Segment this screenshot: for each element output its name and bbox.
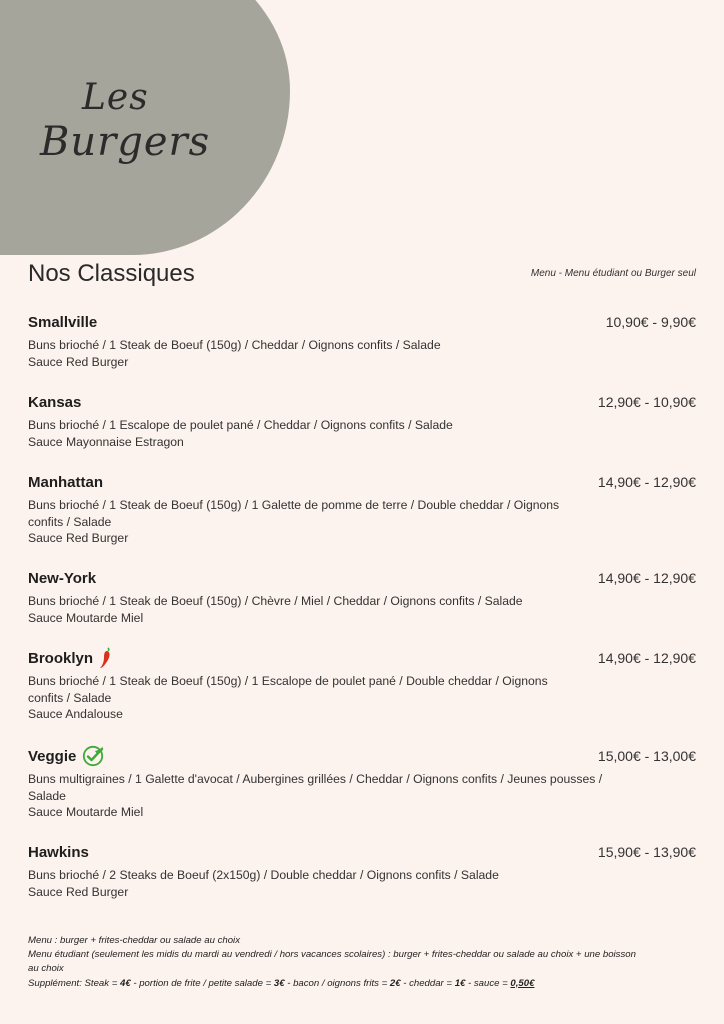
menu-item-hawkins: [28, 842, 696, 900]
veggie-leaf-check-icon: [82, 745, 104, 767]
menu-footer-notes: [28, 934, 648, 991]
item-description: Buns brioché / 1 Steak de Boeuf (150g) / Cheddar / Oignons confits / Salade Sauce Red Burger: [28, 338, 441, 369]
chili-pepper-icon: [99, 647, 113, 669]
title-line-1: Les: [82, 77, 149, 118]
item-name: Veggie: [28, 745, 104, 767]
item-name: Smallville: [28, 313, 98, 331]
item-description: Buns brioché / 1 Steak de Boeuf (150g) / 1 Galette de pomme de terre / Double cheddar / Oignons confits / Salade Sauce Red Burger: [28, 498, 560, 545]
item-description: Buns multigraines / 1 Galette d'avocat / Aubergines grillées / Cheddar / Oignons confits / Jeunes pousses / Salade Sauce Moutarde Miel: [28, 772, 603, 819]
menu-item-kansas: [28, 392, 696, 450]
item-price: 15,90€ - 13,90€: [597, 844, 696, 860]
item-name: New-York: [28, 569, 97, 587]
item-price: 12,90€ - 10,90€: [597, 394, 696, 410]
menu-item-brooklyn: [28, 648, 696, 723]
item-name: Kansas: [28, 393, 82, 411]
menu-item-manhattan: [28, 472, 696, 547]
item-description: Buns brioché / 1 Steak de Boeuf (150g) / Chèvre / Miel / Cheddar / Oignons confits / Salade Sauce Moutarde Miel: [28, 594, 523, 625]
item-description: Buns brioché / 1 Steak de Boeuf (150g) / 1 Escalope de poulet pané / Double cheddar / Oignons confits / Salade Sauce Andalouse: [28, 674, 548, 721]
menu-item-smallville: [28, 312, 696, 370]
section-subtitle: Menu - Menu étudiant ou Burger seul: [530, 268, 696, 279]
footer-menu-note: Menu : burger + frites-cheddar ou salade au choix: [28, 935, 240, 946]
menu-item-new-york: [28, 568, 696, 626]
item-price: 14,90€ - 12,90€: [597, 650, 696, 666]
item-description: Buns brioché / 1 Escalope de poulet pané / Cheddar / Oignons confits / Salade Sauce Mayonnaise Estragon: [28, 418, 453, 449]
item-description: Buns brioché / 2 Steaks de Boeuf (2x150g) / Double cheddar / Oignons confits / Salade Sauce Red Burger: [28, 868, 499, 899]
item-name: Hawkins: [28, 843, 89, 861]
footer-supplements: Supplément: Steak = 4€ - portion de frite / petite salade = 3€ - bacon / oignons frits = 2€ - cheddar = 1€ - sauce = 0,50€: [28, 977, 535, 989]
item-price: 14,90€ - 12,90€: [597, 570, 696, 586]
item-price: 10,90€ - 9,90€: [605, 314, 696, 330]
footer-student-note: Menu étudiant (seulement les midis du mardi au vendredi / hors vacances scolaires) : burger + frites-cheddar ou salade au choix + une boisson au choix: [28, 949, 636, 975]
item-price: 14,90€ - 12,90€: [597, 474, 696, 490]
page-title: [40, 77, 211, 165]
item-price: 15,00€ - 13,00€: [597, 748, 696, 764]
item-name: Brooklyn: [28, 647, 113, 669]
title-line-2: Burgers: [40, 119, 211, 165]
item-name: Manhattan: [28, 473, 103, 491]
menu-item-veggie: [28, 746, 696, 821]
section-title: Nos Classiques: [28, 260, 195, 287]
